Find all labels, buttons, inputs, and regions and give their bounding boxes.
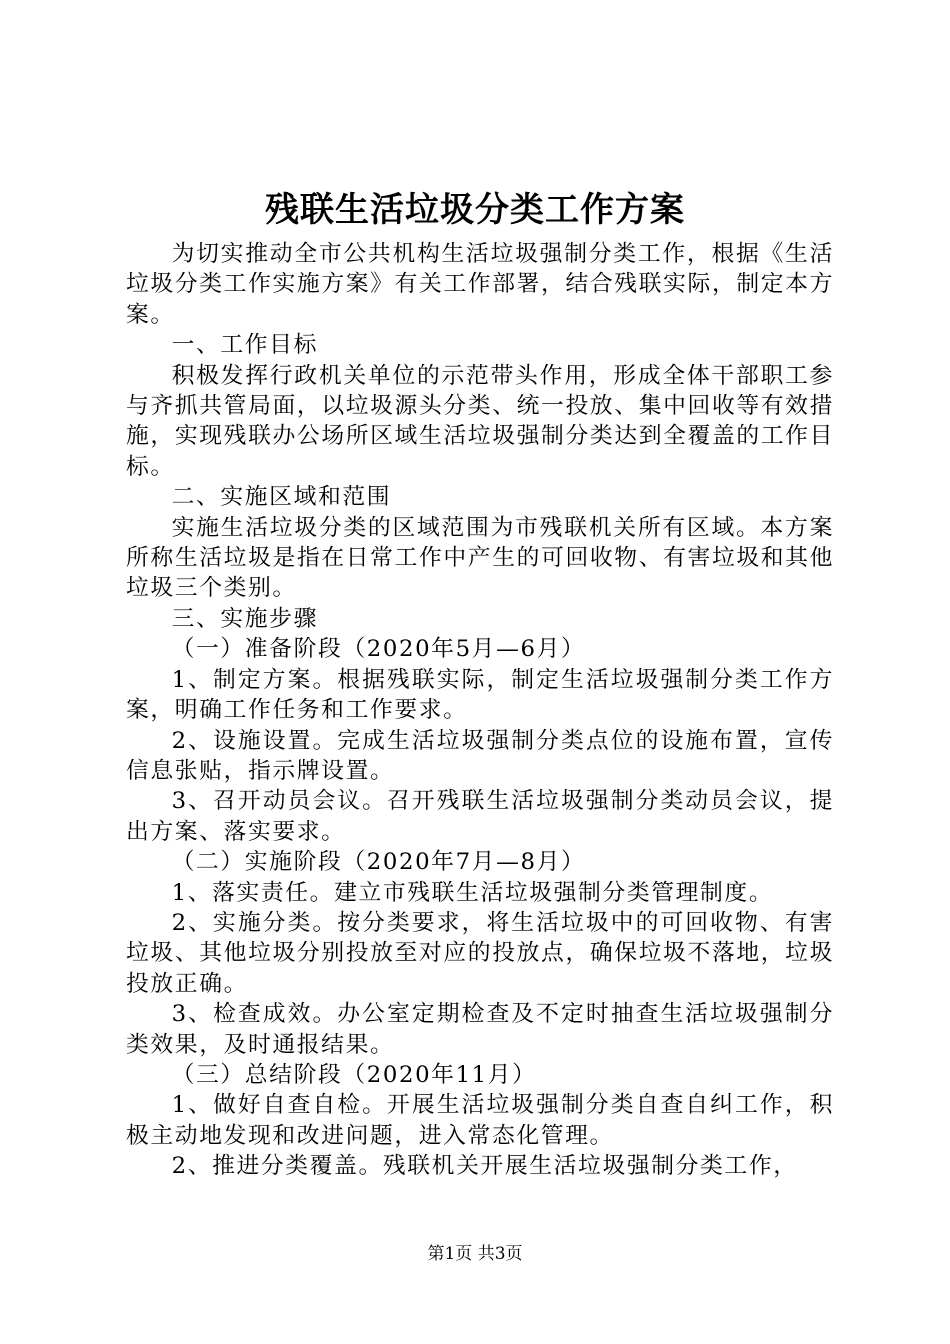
subsection-heading-prepare: （一）准备阶段（2020年5月—6月） [171,636,586,663]
paragraph-implement-3: 3、检查成效。办公室定期检查及不定时抽查生活垃圾强制分类效果，及时通报结果。 [126,1001,834,1058]
paragraph-implement-1: 1、落实责任。建立市残联生活垃圾强制分类管理制度。 [171,879,774,906]
paragraph-goals: 积极发挥行政机关单位的示范带头作用，形成全体干部职工参与齐抓共管局面，以垃圾源头分类、统一投放、集中回收等有效措施，实现残联办公场所区域生活垃圾强制分类达到全覆盖的工作目标。 [126,362,834,480]
paragraph-summary-1: 1、做好自查自检。开展生活垃圾强制分类自查自纠工作，积极主动地发现和改进问题，进入常态化管理。 [126,1092,834,1149]
paragraph-prepare-2: 2、设施设置。完成生活垃圾强制分类点位的设施布置，宣传信息张贴，指示牌设置。 [126,727,834,784]
page-number-footer: 第1页 共3页 [427,1244,523,1264]
paragraph-prepare-1: 1、制定方案。根据残联实际，制定生活垃圾强制分类工作方案，明确工作任务和工作要求。 [126,666,834,724]
paragraph-prepare-3: 3、召开动员会议。召开残联生活垃圾强制分类动员会议，提出方案、落实要求。 [126,788,834,845]
document-title: 残联生活垃圾分类工作方案 [265,190,685,230]
subsection-heading-summary: （三）总结阶段（2020年11月） [171,1061,537,1088]
paragraph-implement-2: 2、实施分类。按分类要求，将生活垃圾中的可回收物、有害垃圾、其他垃圾分别投放至对应的投放点，确保垃圾不落地，垃圾投放正确。 [126,909,834,997]
paragraph-scope: 实施生活垃圾分类的区域范围为市残联机关所有区域。本方案所称生活垃圾是指在日常工作中产生的可回收物、有害垃圾和其他垃圾三个类别。 [126,514,834,602]
paragraph-intro: 为切实推动全市公共机构生活垃圾强制分类工作，根据《生活垃圾分类工作实施方案》有关工作部署，结合残联实际，制定本方案。 [126,241,834,328]
subsection-heading-implement: （二）实施阶段（2020年7月—8月） [171,849,586,876]
paragraph-summary-2: 2、推进分类覆盖。残联机关开展生活垃圾强制分类工作， [171,1153,798,1180]
section-heading-steps: 三、实施步骤 [171,605,318,632]
section-heading-scope: 二、实施区域和范围 [171,484,392,511]
section-heading-goals: 一、工作目标 [171,332,318,359]
document-body [126,239,834,1182]
